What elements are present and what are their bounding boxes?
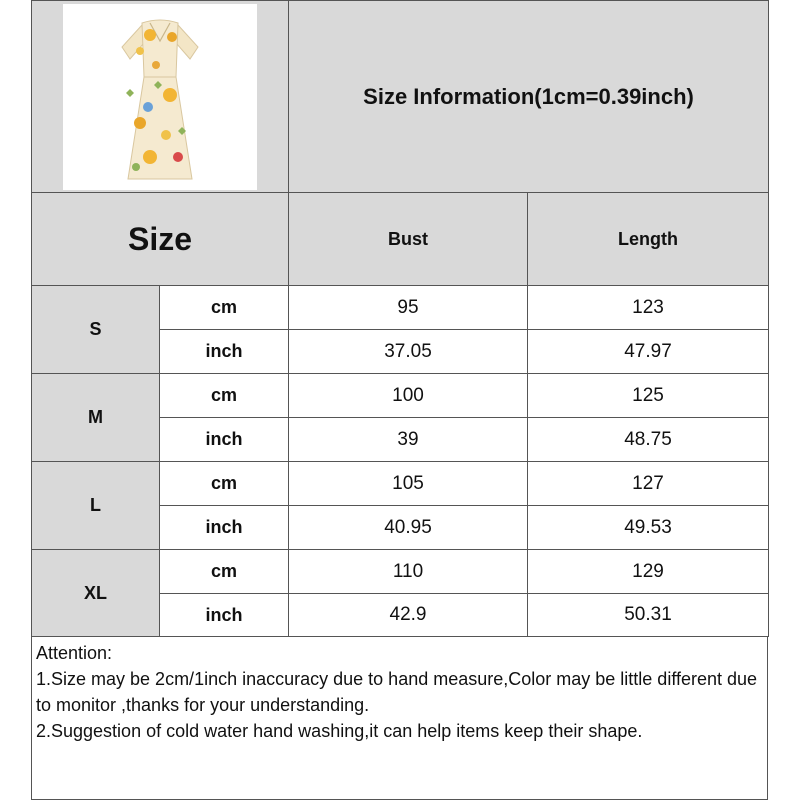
- bust-inch-m: 39: [289, 418, 528, 462]
- bust-inch-l: 40.95: [289, 506, 528, 550]
- unit-inch: inch: [160, 330, 289, 374]
- table-row: [32, 462, 769, 506]
- notes-line-2: 2.Suggestion of cold water hand washing,it can help items keep their shape.: [36, 721, 643, 741]
- length-inch-l: 49.53: [528, 506, 769, 550]
- page-title: Size Information(1cm=0.39inch): [289, 1, 769, 193]
- table-row: [32, 286, 769, 330]
- table-row: [32, 550, 769, 594]
- bust-cm-l: 105: [289, 462, 528, 506]
- unit-cm: cm: [160, 550, 289, 594]
- size-header: Size: [32, 193, 289, 286]
- size-label-m: M: [32, 374, 160, 462]
- unit-inch: inch: [160, 594, 289, 637]
- size-label-s: S: [32, 286, 160, 374]
- column-header-length: Length: [528, 193, 769, 286]
- length-cm-xl: 129: [528, 550, 769, 594]
- size-chart: [31, 0, 768, 800]
- floral-dress-image: [63, 4, 257, 190]
- length-cm-s: 123: [528, 286, 769, 330]
- length-inch-s: 47.97: [528, 330, 769, 374]
- table-row: [32, 374, 769, 418]
- length-inch-m: 48.75: [528, 418, 769, 462]
- attention-notes: [31, 636, 768, 800]
- unit-inch: inch: [160, 418, 289, 462]
- column-header-bust: Bust: [289, 193, 528, 286]
- dress-illustration: [100, 7, 220, 187]
- product-image-cell: [32, 1, 289, 193]
- unit-cm: cm: [160, 286, 289, 330]
- unit-inch: inch: [160, 506, 289, 550]
- notes-line-1: 1.Size may be 2cm/1inch inaccuracy due to hand measure,Color may be little different due to monitor ,thanks for your understanding.: [36, 669, 758, 715]
- unit-cm: cm: [160, 462, 289, 506]
- unit-cm: cm: [160, 374, 289, 418]
- bust-cm-s: 95: [289, 286, 528, 330]
- size-table: [31, 0, 769, 637]
- bust-inch-xl: 42.9: [289, 594, 528, 637]
- length-cm-m: 125: [528, 374, 769, 418]
- bust-cm-m: 100: [289, 374, 528, 418]
- size-label-xl: XL: [32, 550, 160, 637]
- size-label-l: L: [32, 462, 160, 550]
- notes-heading: Attention:: [36, 643, 113, 663]
- bust-inch-s: 37.05: [289, 330, 528, 374]
- length-cm-l: 127: [528, 462, 769, 506]
- length-inch-xl: 50.31: [528, 594, 769, 637]
- bust-cm-xl: 110: [289, 550, 528, 594]
